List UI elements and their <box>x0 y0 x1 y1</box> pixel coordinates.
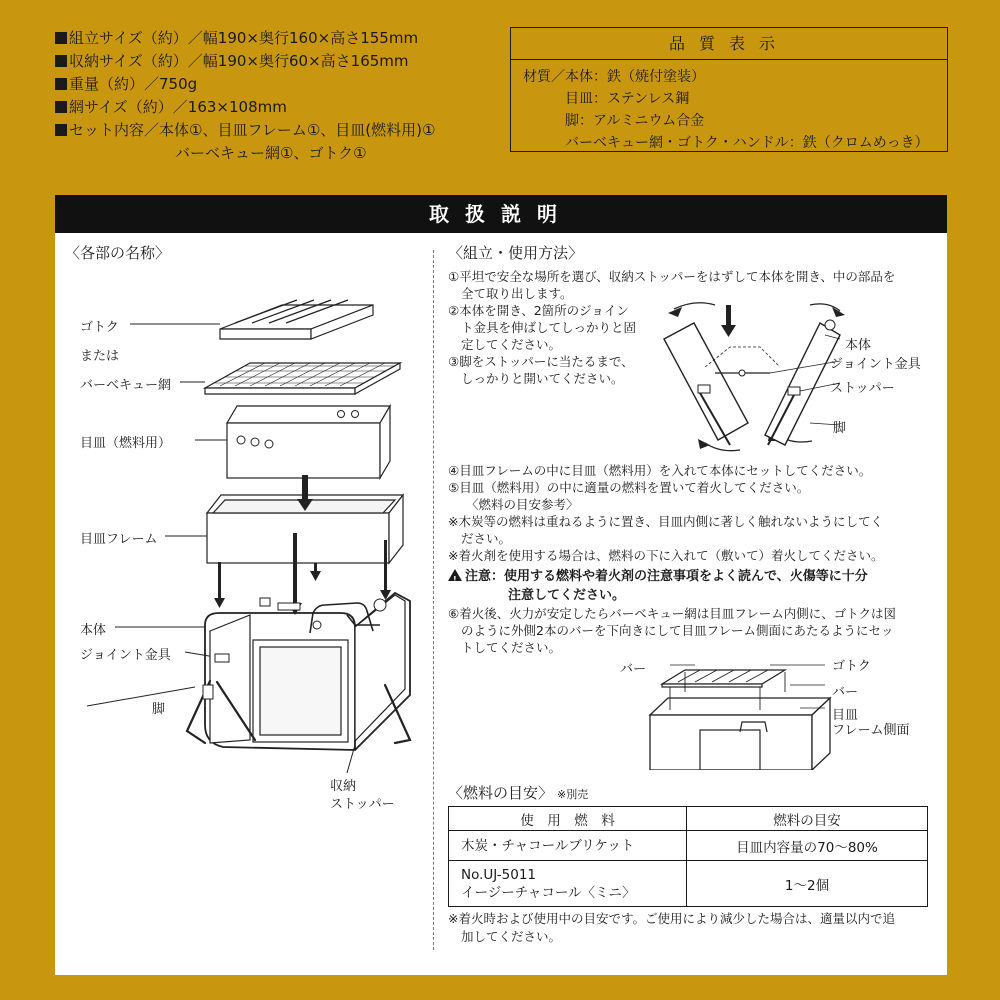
spec-contents: セット内容／本体①、目皿フレーム①、目皿(燃料用)① <box>55 119 505 142</box>
quality-material-net: バーベキュー網・ゴトク・ハンドル：鉄（クロムめっき） <box>565 135 929 151</box>
quality-material-tray: 目皿：ステンレス鋼 <box>565 91 690 107</box>
fuel-col-header-amount: 燃料の目安 <box>687 807 928 831</box>
parts-exploded-diagram <box>55 195 435 975</box>
label-bbq-net: バーベキュー網 <box>80 378 172 393</box>
spec-contents-cont: バーベキュー網①、ゴトク① <box>175 144 367 162</box>
fig2-label-bar-left: バー <box>620 662 647 677</box>
spec-assembled: 組立サイズ（約）／幅190×奥行160×高さ155mm <box>55 27 505 50</box>
spec-list <box>55 27 505 165</box>
instruction-banner: 取扱説明 <box>55 195 947 233</box>
label-gotoku: ゴトク <box>80 320 119 335</box>
caution-block: !注意：使用する燃料や着火剤の注意事項をよく読んで、火傷等に十分 注意してください。 <box>448 567 943 605</box>
bullet-square-icon <box>55 101 67 113</box>
fig-label-leg: 脚 <box>833 421 847 436</box>
quality-material-leg: 脚：アルミニウム合金 <box>565 113 705 129</box>
spec-weight: 重量（約）／750g <box>55 73 505 96</box>
bullet-square-icon <box>55 124 67 136</box>
instruction-panel <box>55 195 947 975</box>
spec-stored: 収納サイズ（約）／幅190×奥行60×高さ165mm <box>55 50 505 73</box>
assembly-title: 〈組立・使用方法〉 <box>448 244 584 262</box>
fig2-label-side-1: 目皿 <box>832 708 859 723</box>
label-or: または <box>80 349 120 364</box>
fig2-label-side-2: フレーム側面 <box>832 723 910 738</box>
gotoku-diagram <box>640 660 840 770</box>
assembly-steps-1: ①平坦で安全な場所を選び、収納ストッパーをはずして本体を開き、中の部品を 全て取り出します。 ②本体を開き、2箇所のジョイン ト金具を伸ばしてしっかりと固 定してください。 ③脚をストッパーに当たるまで、 しっかりと開いてください。 <box>448 269 896 386</box>
label-joint: ジョイント金具 <box>80 648 171 663</box>
spec-grill-size: 網サイズ（約）／163×108mm <box>55 96 505 119</box>
fig-label-stopper: ストッパー <box>830 381 895 396</box>
fuel-title: 〈燃料の目安〉 ※別売 <box>448 784 589 802</box>
bullet-square-icon <box>55 32 67 44</box>
fuel-table <box>448 806 928 907</box>
label-body: 本体 <box>80 623 107 638</box>
fuel-col-header-fuel: 使 用 燃 料 <box>449 807 687 831</box>
fuel-note: ※着火時および使用中の目安です。ご使用により減少した場合は、適量以内で追 加してください。 <box>448 911 895 944</box>
fig-label-joint: ジョイント金具 <box>830 357 921 372</box>
assembly-steps-2: ④目皿フレームの中に目皿（燃料用）を入れて本体にセットしてください。 ⑤目皿（燃料用）の中に適量の燃料を置いて着火してください。 〈燃料の目安参考〉 ※木炭等の燃料は重ねるように置き、目皿内側に著しく触れないようにしてく ださい。 ※着火剤を使用する場合は、燃料の下に入れて（敷いて）着火してください。 <box>448 463 884 563</box>
assembly-steps-3: ⑥着火後、火力が安定したらバーベキュー網は目皿フレーム内側に、ゴトクは図 のように外側2本のバーを下向きにして目皿フレーム側面にあたるようにセッ トしてください。 <box>448 606 896 655</box>
fuel-row1-amount: 目皿内容量の70〜80% <box>687 831 928 861</box>
fig2-label-gotoku: ゴトク <box>832 659 871 674</box>
fuel-row2-amount: 1〜2個 <box>687 861 928 907</box>
label-tray-frame: 目皿フレーム <box>80 532 158 547</box>
fig2-label-bar-right: バー <box>832 685 859 700</box>
fig-label-body: 本体 <box>845 338 872 353</box>
label-fuel-tray: 目皿（燃料用） <box>80 436 172 451</box>
label-leg: 脚 <box>152 702 166 717</box>
parts-title: 〈各部の名称〉 <box>65 244 171 262</box>
bullet-square-icon <box>55 55 67 67</box>
bullet-square-icon <box>55 78 67 90</box>
quality-label-box <box>510 27 948 152</box>
fuel-row1-fuel: 木炭・チャコールブリケット <box>449 831 687 861</box>
quality-title: 品質表示 <box>511 28 947 60</box>
label-stopper-1: 収納 <box>330 779 357 794</box>
assembly-diagram <box>660 295 845 460</box>
warning-icon <box>448 569 462 581</box>
label-stopper-2: ストッパー <box>330 797 395 812</box>
quality-material-body: 材質／本体：鉄（焼付塗装） <box>523 69 705 85</box>
fuel-row2-fuel: No.UJ-5011 イージーチャコール〈ミニ〉 <box>449 861 687 907</box>
